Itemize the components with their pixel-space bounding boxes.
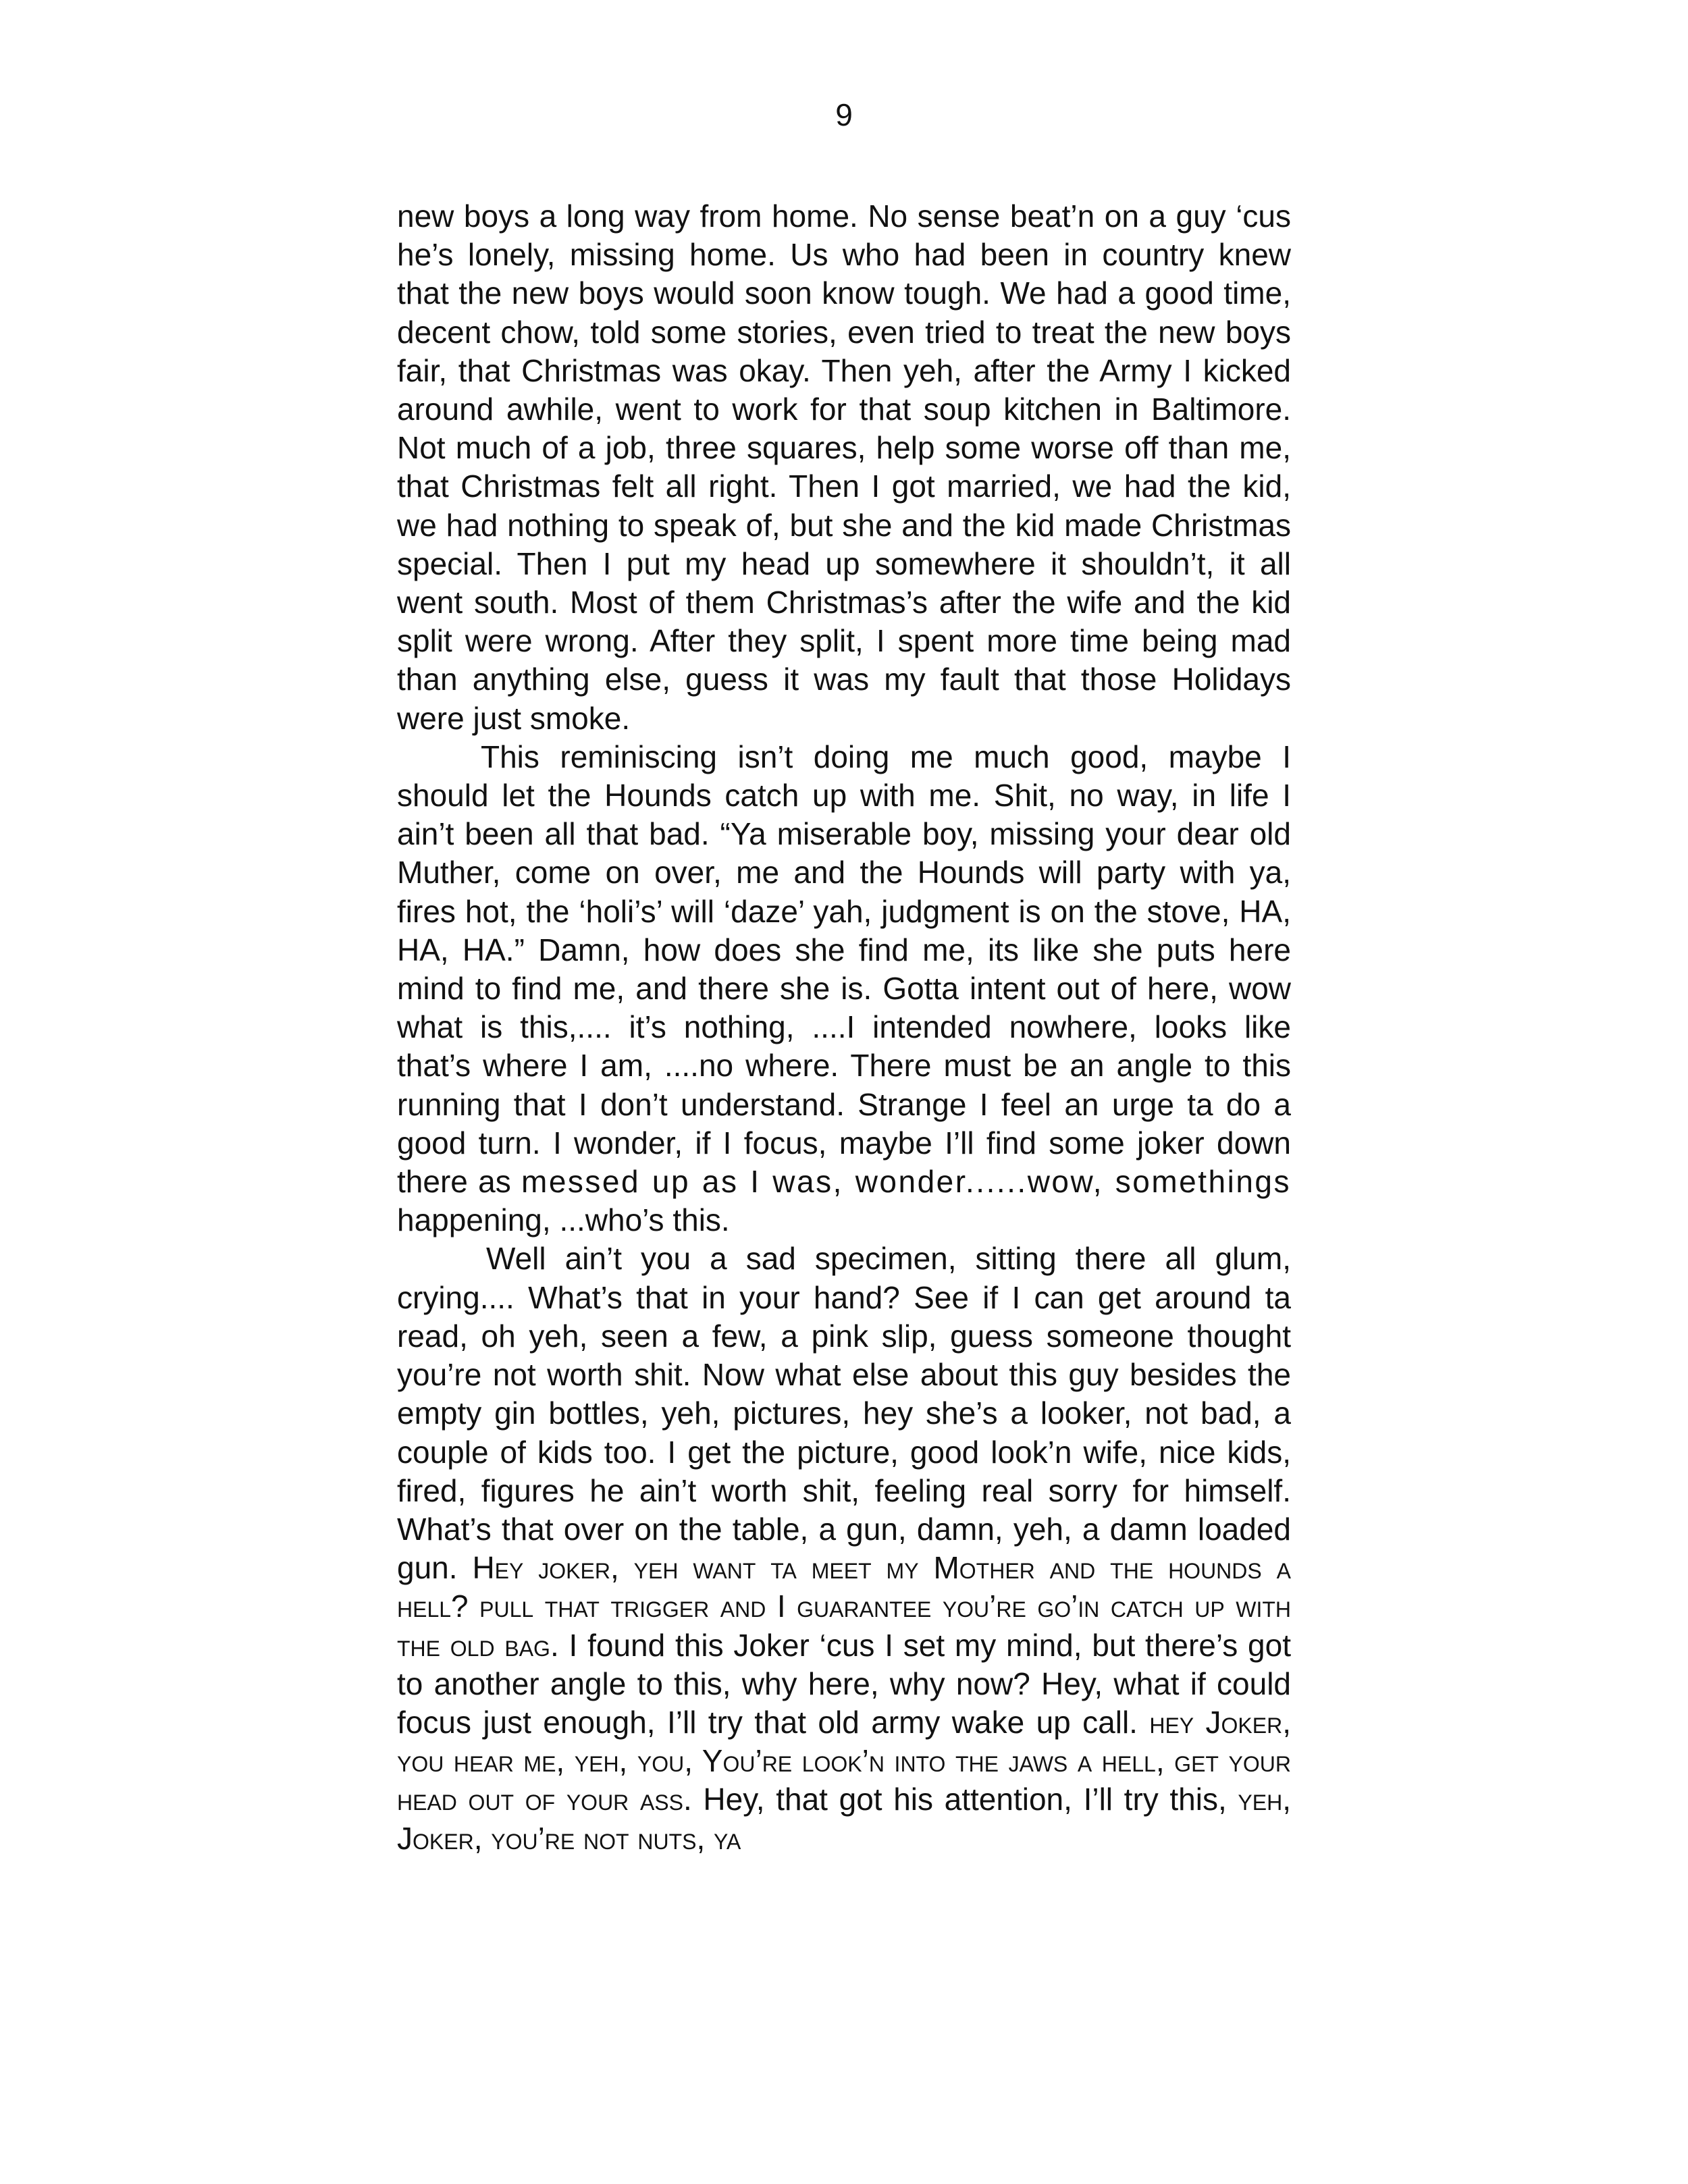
text-run: This reminiscing isn’t doing me much good, maybe I should let the Hounds catch up with me. Shit, no way, in life I ain’t been all that bad. “Ya miserable boy, missing your dear old Muther, come on over, me and the Hounds will party with ya, fires hot, the ‘holi’s’ will ‘daze’ yah, judgment is on the stove, HA, HA, HA.” Damn, how does she find me, its like she puts here mind to find me, and there she is. Gotta intent out of here, wow what is this,.... it’s nothing, ....I intended nowhere, looks like that’s where I am, ....no where. There must be an angle to this running that I don’t understand. Strange I feel an urge ta do a good turn. I wonder, if I focus, maybe I’ll find some joker down there as xyxy=(397,739,1291,1200)
paragraph-1 xyxy=(397,197,1291,738)
paragraph-2 xyxy=(397,738,1291,1240)
text-run: . I found this Joker ‘cus I set my mind, but there’s got to another angle to this, why here, why now? Hey, what if could focus just enough, I’ll try that old army wake up call. xyxy=(397,1627,1292,1740)
text-run: new boys a long way from home. No sense beat’n on a guy ‘cus he’s lonely, missing home. Us who had been in country knew that the new boys would soon know tough. We had a good time, decent chow, told some stories, even tried to treat the new boys fair, that Christmas was okay. Then yeh, after the Army I kicked around awhile, went to work for that soup kitchen in Baltimore. Not much of a job, three squares, help some worse off than me, that Christmas felt all right. Then I got married, we had the kid, we had nothing to speak of, but she and the kid made Christmas special. Then I put my head up somewhere it shouldn’t, it all went south. Most of them Christmas’s after the wife and the kid split were wrong. After they split, I spent more time being mad than anything else, guess it was my fault that those Holidays were just smoke. xyxy=(397,198,1291,736)
text-run: happening, ...who’s this. xyxy=(397,1202,730,1238)
small-caps-text-run: yeh, Joker, you’re not nuts, ya xyxy=(397,1782,1291,1856)
text-run: . Hey, that got his attention, I’ll try this, xyxy=(683,1782,1238,1817)
paragraph-3 xyxy=(397,1240,1291,1857)
body-text xyxy=(397,197,1291,1858)
page-number: 9 xyxy=(835,97,853,132)
small-caps-text-run: Hey joker, yeh want ta meet my Mother and the hounds a hell? pull that trigger and I guarantee you’re go’in catch up with the old bag xyxy=(397,1550,1292,1663)
text-run: Well ain’t you a sad specimen, sitting there all glum, crying.... What’s that in your hand? See if I can get around ta read, oh yeh, seen a few, a pink slip, guess someone thought you’re not worth shit. Now what else about this guy besides the empty gin bottles, yeh, pictures, hey she’s a looker, not bad, a couple of kids too. I get the picture, good look’n wife, nice kids, fired, figures he ain’t worth shit, feeling real sorry for himself. What’s that over on the table, a gun, damn, yeh, a damn loaded gun. xyxy=(397,1241,1291,1586)
spaced-text-run: messed up as I was, wonder......wow, somethings xyxy=(521,1164,1291,1200)
small-caps-text-run: hey Joker, you hear me, yeh, you, You’re look’n into the jaws a hell, get your head out of your ass xyxy=(397,1704,1291,1817)
